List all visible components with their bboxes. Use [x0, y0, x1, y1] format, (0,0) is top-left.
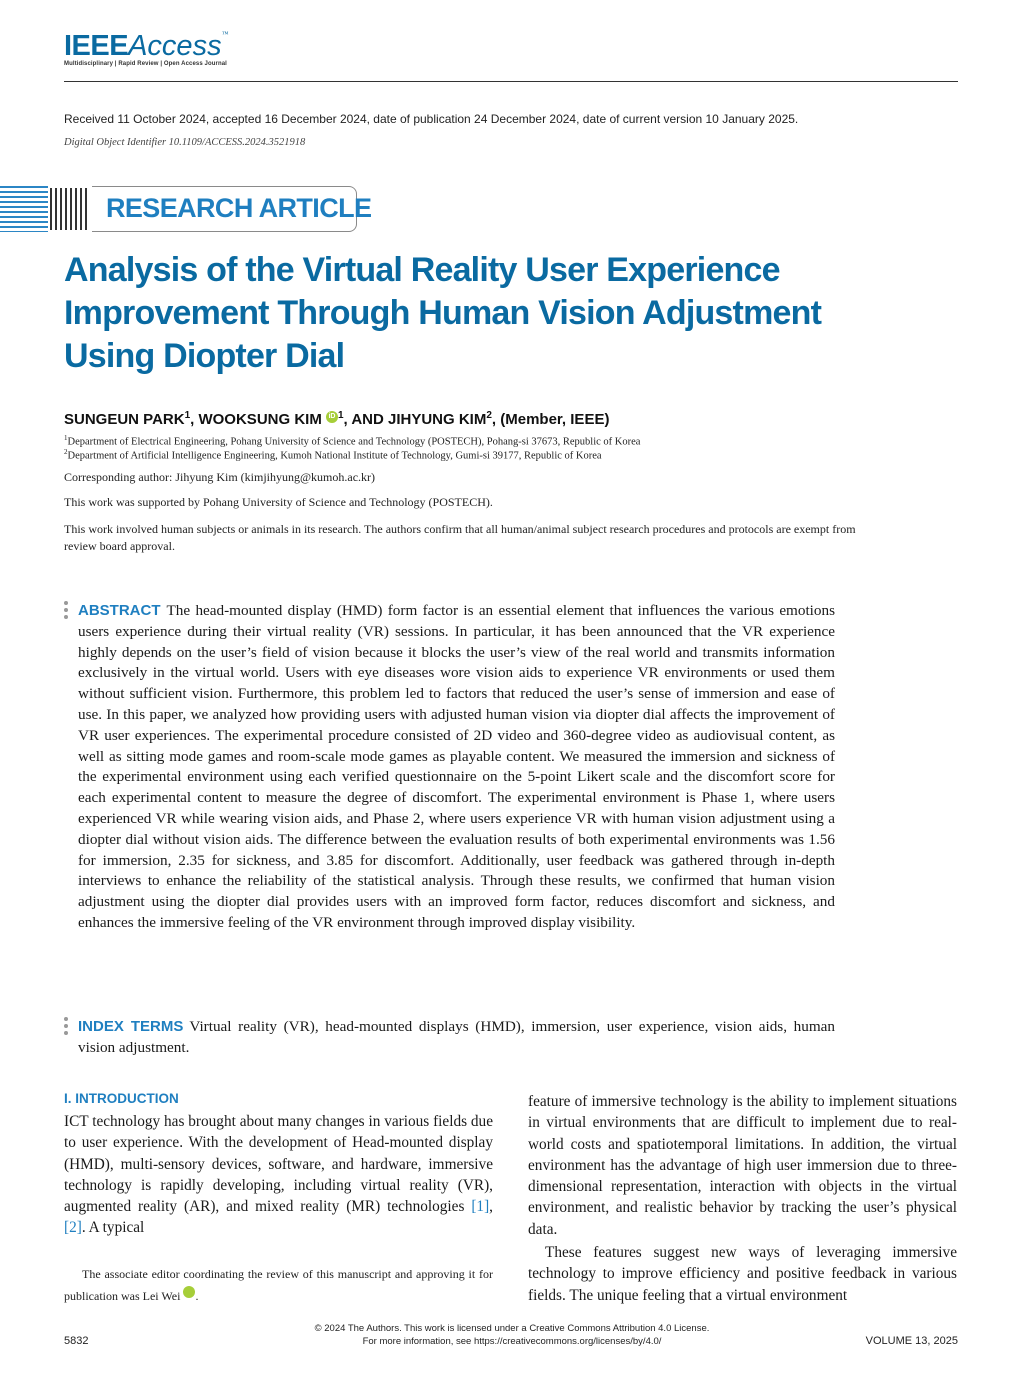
intro-col2-paragraph-1: feature of immersive technology is the ability to implement situations in virtual environments that are difficult to implement due to real-world costs and spatiotemporal limitations. In addition, the virtual environment has the advantage of high user immersion due to three-dimensional representation, interaction with objects in the virtual environment, and realistic behavior by tracking the user’s physical data.	[528, 1093, 957, 1238]
citation-1[interactable]: [1]	[471, 1198, 490, 1216]
intro-col1-tail: . A typical	[81, 1219, 145, 1237]
member-grade: (Member, IEEE)	[500, 411, 610, 428]
author-3-aff: 2	[486, 410, 492, 421]
header-divider	[64, 81, 958, 82]
aff-2-num: 2	[64, 448, 68, 456]
intro-column-1	[64, 1111, 493, 1239]
index-terms-marker	[64, 1017, 68, 1038]
research-article-banner	[0, 186, 372, 232]
orcid-icon[interactable]: iD	[183, 1286, 195, 1298]
author-2: WOOKSUNG KIM	[198, 411, 322, 428]
paper-title: Analysis of the Virtual Reality User Experience Improvement Through Human Vision Adjustment Using Diopter Dial	[64, 251, 822, 375]
affiliation-2	[64, 448, 602, 462]
orcid-icon[interactable]: iD	[326, 411, 338, 423]
doi: Digital Object Identifier 10.1109/ACCESS.2024.3521918	[64, 137, 306, 148]
author-1-aff: 1	[184, 410, 191, 421]
corresponding-author: Corresponding author: Jihyung Kim (kimjihyung@kumoh.ac.kr)	[64, 470, 376, 484]
banner-bars	[50, 188, 90, 230]
logo-tagline: Multidisciplinary | Rapid Review | Open Access Journal	[64, 61, 227, 67]
aff-2-text: Department of Artificial Intelligence Engineering, Kumoh National Institute of Technology, Gumi-si 39177, Republic of Korea	[67, 450, 602, 462]
abstract-marker	[64, 601, 68, 622]
aff-1-num: 1	[64, 434, 68, 442]
banner-box	[92, 186, 372, 232]
index-terms-label: INDEX TERMS	[78, 1018, 184, 1035]
citation-sep: ,	[489, 1198, 493, 1216]
index-terms-text: Virtual reality (VR), head-mounted displays (HMD), immersion, user experience, vision aids, human vision adjustment.	[78, 1018, 835, 1056]
citation-2[interactable]: [2]	[64, 1219, 82, 1237]
banner-label: RESEARCH ARTICLE	[106, 193, 372, 223]
ethics-note: This work involved human subjects or animals in its research. The authors confirm that all human/animal subject research procedures and protocols are exempt from review board approval.	[64, 522, 856, 553]
abstract	[78, 601, 835, 934]
editor-note-text: The associate editor coordinating the review of this manuscript and approving it for publication was Lei Wei	[64, 1267, 493, 1303]
license-line-2[interactable]: For more information, see https://creativecommons.org/licenses/by/4.0/	[362, 1336, 662, 1347]
abstract-text: The head-mounted display (HMD) form factor is an essential element that influences the various emotions users experience during their virtual reality (VR) sessions. In particular, it has been announced that the VR experience highly depends on the user’s field of vision because it blocks the user’s view of the real world and transmits information exclusively in the virtual world. Users with eye diseases wore vision aids to experience VR environments or used them without sufficient vision. Furthermore, this problem led to factors that reduced the user’s sense of immersion and ease of use. In this paper, we analyzed how providing users with adjusted human vision via diopter dial affects the improvement of VR user experiences. The experimental procedure consisted of 2D video and 360-degree video as audiovisual content, as well as sitting mode games and room-scale mode games as playable content. We measured the immersion and sickness of the experimental environment using each verified questionnaire on the 5-point Likert scale and the discomfort score for each experimental content to measure the degree of discomfort. The experimental environment is Phase 1, where users experienced VR while wearing vision aids, and Phase 2, where users experience VR with human vision adjustment using a diopter dial without vision aids. The difference between the evaluation results of both experimental environments was 1.56 for immersion, 2.35 for sickness, and 3.85 for discomfort. Additionally, user feedback was gathered through in-depth interviews to enhance the reliability of the statistical analysis. Through these results, we confirmed that human vision adjustment using the diopter dial provides users with an improved form factor, reduces discomfort and sickness, and enhances the immersive feeling of the VR environment through improved display visibility.	[78, 602, 835, 931]
page-number: 5832	[64, 1335, 89, 1347]
aff-1-text: Department of Electrical Engineering, Pohang University of Science and Technology (POSTECH), Pohang-si 37673, Republic of Korea	[67, 436, 641, 448]
intro-col2-paragraph-2: These features suggest new ways of leveraging immersive technology to improve efficiency and positive feedback in various fields. The unique feeling that a virtual environment	[528, 1244, 957, 1304]
logo-ieee: IEEE	[64, 30, 129, 62]
index-terms	[78, 1016, 835, 1058]
section-heading-introduction: I. INTRODUCTION	[64, 1091, 179, 1106]
abstract-label: ABSTRACT	[78, 602, 161, 619]
author-2-aff: 1	[337, 410, 344, 421]
author-list: SUNGEUN PARK$^1$, WOOKSUNG KIM iD $^1$, AND JIHYUNG KIM$^2$, (Member, IEEE)	[64, 410, 610, 428]
author-1: SUNGEUN PARK	[64, 411, 185, 428]
editor-note	[64, 1263, 493, 1307]
intro-column-2	[528, 1091, 957, 1306]
funding-note: This work was supported by Pohang University of Science and Technology (POSTECH).	[64, 495, 493, 509]
banner-stripes	[0, 186, 48, 232]
affiliation-1	[64, 434, 640, 448]
author-3: AND JIHYUNG KIM	[351, 411, 487, 428]
intro-col1-text: ICT technology has brought about many changes in various fields due to user experience. With the development of Head-mounted display (HMD), multi-sensory devices, software, and hardware, immersive technology is rapidly developing, including virtual reality (VR), augmented reality (AR), and mixed reality (MR) technologies	[64, 1113, 493, 1216]
license-notice	[262, 1322, 762, 1348]
license-line-1: © 2024 The Authors. This work is licensed under a Creative Commons Attribution 4.0 License.	[314, 1323, 710, 1334]
received-dates: Received 11 October 2024, accepted 16 December 2024, date of publication 24 December 2024, date of current version 10 January 2025.	[64, 112, 799, 126]
ieee-access-logo: IEEEAccess™ Multidisciplinary | Rapid Review | Open Access Journal	[64, 30, 229, 67]
volume-label: VOLUME 13, 2025	[865, 1335, 958, 1347]
editor-note-tail: .	[195, 1289, 199, 1303]
logo-access: Access	[128, 30, 222, 62]
